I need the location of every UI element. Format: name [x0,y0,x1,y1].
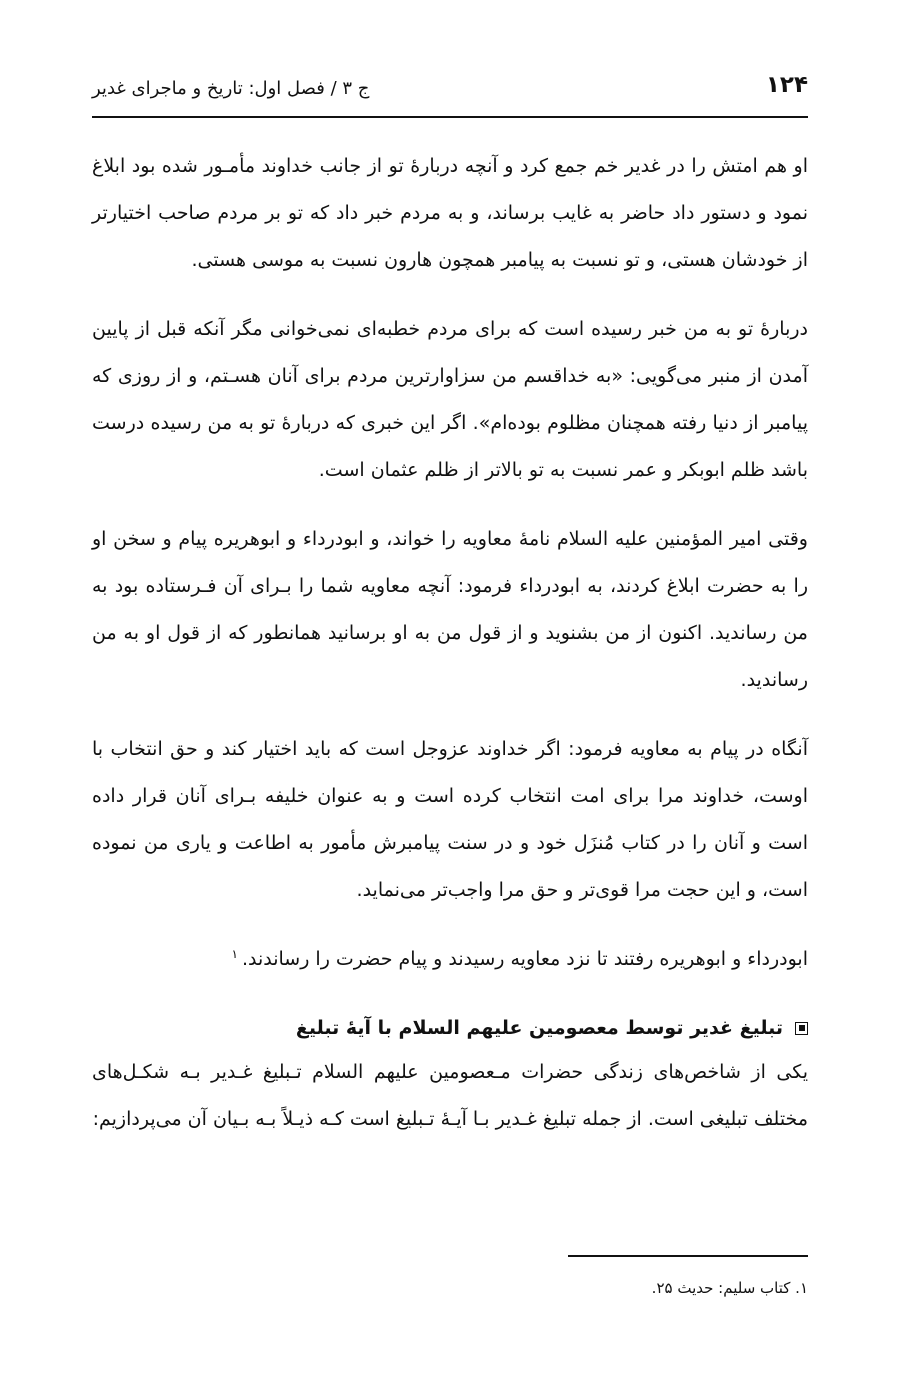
square-bullet-icon [795,1022,808,1035]
section-paragraph: یکی از شاخص‌های زندگی حضرات مـعصومین علیهم السلام تـبلیغ غـدیر بـه شکـل‌های مختلف تبلیغی است. از جمله تبلیغ غـدیر بـا آیـهٔ تـبلیغ است کـه ذیـلاً بـه بـیان آن می‌پردازیم: [92,1061,808,1130]
paragraph-5-text: ابودرداء و ابوهریره رفتند تا نزد معاویه رسیدند و پیام حضرت را رساندند. [241,948,808,970]
section-heading-text: تبلیغ غدیر توسط معصومین علیهم السلام با آیهٔ تبلیغ [295,1017,783,1039]
paragraph-4: آنگاه در پیام به معاویه فرمود: اگر خداوند عزوجل است که باید اختیار کند و حق انتخاب با اوست، خداوند مرا برای امت انتخاب کرده است و به عنوان خلیفه بـرای آنان قرار داده است و آنان را در کتاب مُنزَل خود و در سنت پیامبرش مأمور به اطاعت و یاری من نموده است، و این حجت مرا قوی‌تر و حق مرا واجب‌تر می‌نماید. [92,738,808,901]
footnote-divider [568,1255,808,1257]
running-title: ج ۳ / فصل اول: تاریخ و ماجرای غدیر [92,78,370,99]
paragraph-1: او هم امتش را در غدیر خم جمع کرد و آنچه دربارهٔ تو از جانب خداوند مأمـور شده بود ابلاغ نمود و دستور داد حاضر به غایب برساند، و به مردم خبر داد که تو بر مردم صاحب اختیارتر از خودشان هستی، و تو نسبت به پیامبر همچون هارون نسبت به موسی هستی. [92,155,808,271]
paragraph-2: دربارهٔ تو به من خبر رسیده است که برای مردم خطبه‌ای نمی‌خوانی مگر آنکه قبل از پایین آمدن از منبر می‌گویی: «به خداقسم من سزاوارترین مردم برای آنان هسـتم، و از روزی که پیامبر از دنیا رفته همچنان مظلوم بوده‌ام». اگر این خبری که دربارهٔ تو به من رسیده درست باشد ظلم ابوبکر و عمر نسبت به تو بالاتر از ظلم عثمان است. [92,318,808,481]
paragraph-3: وقتی امیر المؤمنین علیه السلام نامهٔ معاویه را خواند، و ابودرداء و ابوهریره پیام و سخن او را به حضرت ابلاغ کردند، به ابودرداء فرمود: آنچه معاویه شما را بـرای آن فـرستاده بود به من رساندید. اکنون از من بشنوید و از قول من به او برسانید همانطور که از قول او به من رساندید. [92,528,808,691]
main-text [92,143,808,1143]
footnote: ۱. کتاب سلیم: حدیث ۲۵. [651,1279,808,1297]
section-heading [92,1007,808,1049]
footnote-reference: ۱ [231,946,238,961]
paragraph-5 [92,936,808,983]
page-number: ۱۲۴ [765,72,808,98]
running-header [92,70,808,118]
